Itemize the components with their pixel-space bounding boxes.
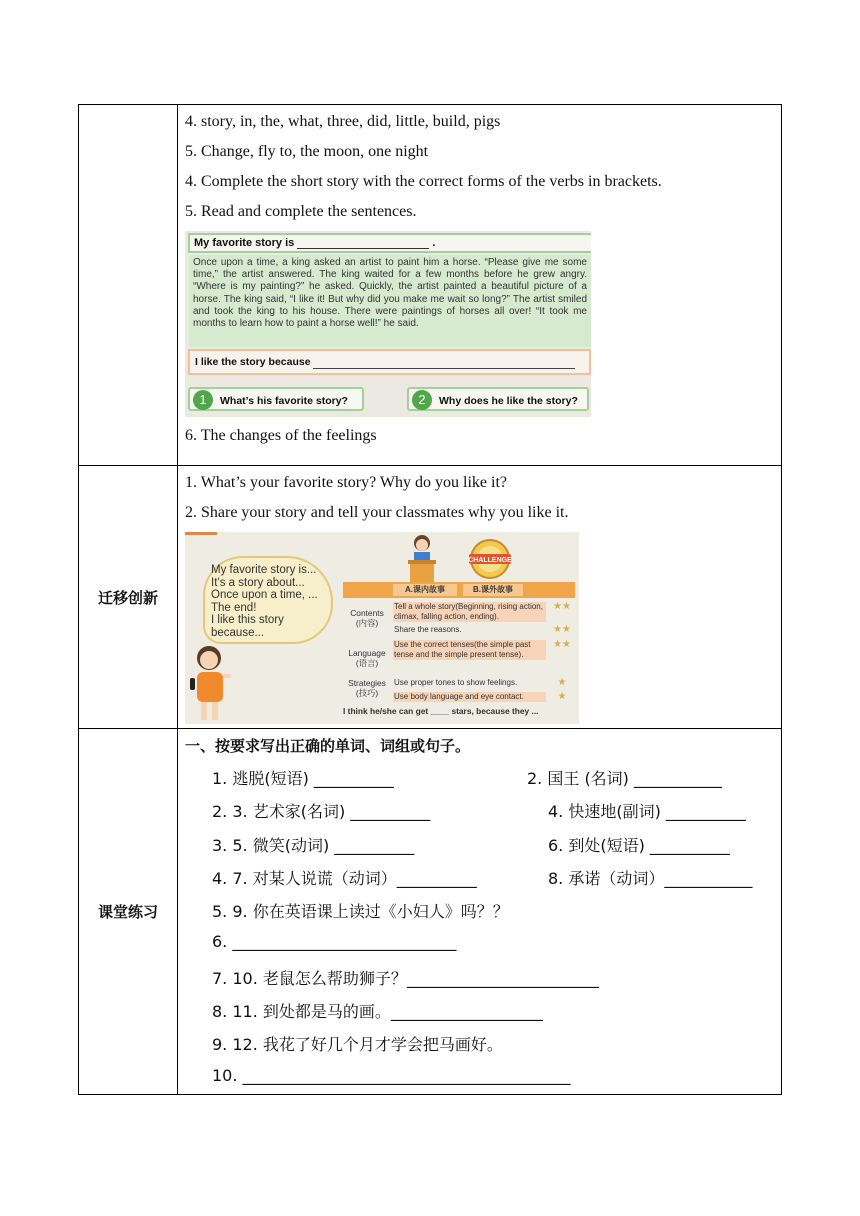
teacher-illustration [407,534,437,588]
question-text: Why does he like the story? [439,395,578,407]
category-name: Strategies [348,678,386,688]
criteria-category [343,648,391,668]
exercise-row [212,1027,781,1060]
bubble-line: I like this story [211,614,284,626]
star-icon: ★ [557,691,567,702]
criteria-item: Share the reasons. [394,625,462,634]
text-line: 1. What’s your favorite story? Why do you like it? [185,474,508,491]
title-blank [297,237,429,249]
text-line: 6. The changes of the feelings [185,427,377,444]
bubble-line: Once upon a time, ... [211,589,318,601]
story-title: My favorite story is [194,237,295,249]
question-number: 1 [193,390,213,410]
category-name: Language [348,648,386,658]
story-image [185,231,591,417]
girl-illustration [189,644,233,720]
criteria-item: Use the correct tenses(the simple past tense and the simple present tense). [393,640,546,660]
criteria-footer: I think he/she can get ____ stars, because they ... [343,706,539,716]
row-content [178,466,782,729]
row-content [178,729,782,1095]
star-icon: ★★ [553,639,571,650]
category-name: Contents [350,608,384,618]
text-line: 5. Read and complete the sentences. [185,203,417,220]
exercise-row [212,794,781,827]
exercise-item: 9. 12. 我花了好几个月才学会把马画好。 [212,1035,503,1055]
exercise-row [212,861,781,894]
speech-bubble [203,556,333,644]
row-label: 迁移创新 [79,466,178,729]
exercise-row [212,927,781,960]
exercise-item: 2. 国王 (名词) ___________ [527,769,723,788]
like-prompt-bar [188,349,591,375]
like-prompt: I like the story because [195,356,311,368]
exercise-list [185,761,781,1094]
challenge-badge-icon [467,538,513,580]
category-name-zh: (内容) [355,618,379,628]
star-icon: ★★ [553,624,571,635]
exercise-row [212,994,781,1027]
exercise-item: 5. 9. 你在英语课上读过《小妇人》吗？？ [212,902,509,922]
exercise-item: 8. 承诺（动词）___________ [548,868,753,888]
text-line: 4. Complete the short story with the correct forms of the verbs in brackets. [185,173,662,190]
exercise-row [212,761,781,794]
badge-text: CHALLENGE [468,557,512,564]
exercise-row [212,961,781,994]
bubble-line: It’s a story about... [211,576,305,589]
criteria-category [343,678,391,698]
exercise-row [212,828,781,861]
text-line: 2. Share your story and tell your classmates why you like it. [185,504,569,521]
bubble-line: My favorite story is... [211,564,317,576]
question-box-2 [407,387,589,411]
exercise-row [212,894,781,927]
criteria-header [343,582,575,598]
accent-bar [185,532,217,535]
table-row-practice [79,729,782,1095]
exercise-item: 1. 逃脱(短语) __________ [212,769,394,788]
exercise-item: 6. 到处(短语) __________ [548,835,730,855]
table-row-reading [79,105,782,466]
star-icon: ★★ [553,601,571,612]
category-name-zh: (语言) [355,658,379,668]
criteria-item: Use body language and eye contact. [393,692,546,702]
question-box-1 [188,387,364,411]
criteria-item: Tell a whole story(Beginning, rising action, climax, falling action, ending). [393,602,546,622]
category-name-zh: (技巧) [355,688,379,698]
row-label [79,105,178,466]
star-icon: ★ [557,677,567,688]
lesson-table [78,104,782,1095]
text-line: 5. Change, fly to, the moon, one night [185,143,429,160]
table-row-transfer [79,466,782,729]
question-text: What’s his favorite story? [220,395,348,407]
story-title-end: . [432,237,436,249]
column-b: B.课外故事 [463,584,523,596]
exercise-item: 8. 11. 到处都是马的画。___________________ [212,1002,543,1022]
exercise-item: 2. 3. 艺术家(名词) __________ [212,802,431,822]
story-title-bar [188,233,591,253]
criteria-category [343,608,391,628]
row-label: 课堂练习 [79,729,178,1095]
question-number: 2 [412,390,432,410]
text-line: 4. story, in, the, what, three, did, little, build, pigs [185,113,501,130]
exercise-row [212,1061,781,1094]
exercise-item: 6. ____________________________ [212,932,457,952]
bubble-line: because... [211,626,265,639]
bubble-line: The end! [211,601,257,614]
challenge-image [185,532,579,724]
row-content [178,105,782,466]
criteria-item: Use proper tones to show feelings. [394,678,518,687]
exercise-item: 7. 10. 老鼠怎么帮助狮子？________________________ [212,968,599,988]
story-body: Once upon a time, a king asked an artist to paint him a horse. “Please give me some time,” the artist answered. The king waited for a few months before he grew angry. “Where is my painting?” he asked. Quickly, the artist painted a beautiful picture of a horse. The king said, “I like it! But why did you make me wait so long?” The artist smiled and took the king to his house. There were paintings of horses all over! “It took me months to learn how to paint a horse well!” he said. [189,255,591,347]
exercise-item: 4. 7. 对某人说谎（动词）__________ [212,868,477,888]
exercise-item: 3. 5. 微笑(动词) __________ [212,835,415,855]
column-a: A.课内故事 [393,584,457,596]
like-blank [313,355,575,369]
section-heading: 一、按要求写出正确的单词、词组或句子。 [185,737,471,755]
exercise-item: 4. 快速地(副词) __________ [548,802,746,822]
exercise-item: 10. _________________________________________ [212,1065,571,1085]
